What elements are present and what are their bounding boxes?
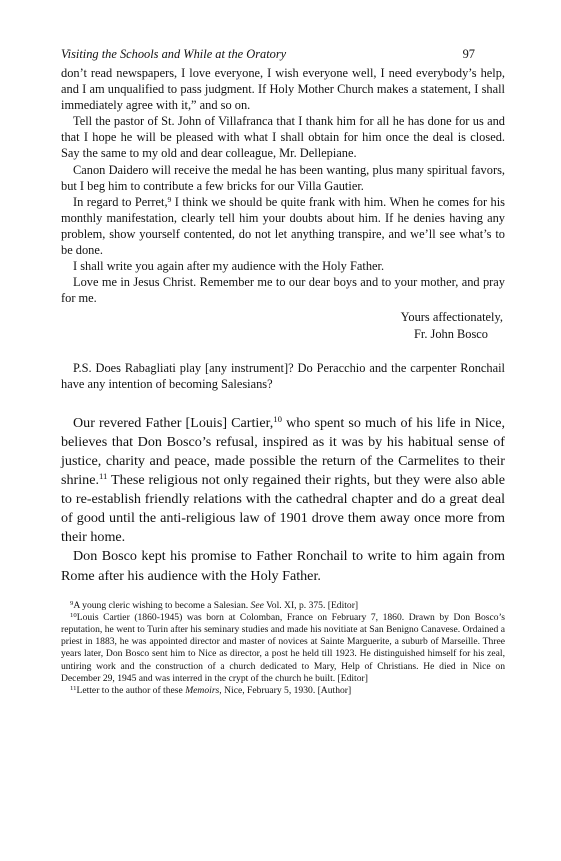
footnote-ref-9: 9 [167, 194, 172, 204]
footnote-number: 11 [70, 685, 77, 693]
letter-paragraph: I shall write you again after my audience with the Holy Father. [73, 259, 385, 274]
letter-paragraph: don’t read newspapers, I love everyone, I wish everyone well, I need everybody’s help, and I am unqualified to pass judgment. If Holy Mother Church makes a statement, I shall immediately agree with it,” and so on. [61, 66, 505, 113]
letter-signature: Fr. John Bosco [413, 326, 488, 341]
footnote-text-italic: See [250, 599, 264, 611]
letter-signature-block [61, 309, 505, 341]
book-page [61, 46, 505, 697]
footnote-number: 10 [70, 611, 77, 619]
letter-paragraph-perret [61, 194, 505, 258]
narrative-text: who spent so much of his life in Nice, believes that Don Bosco’s refusal, inspired as it was by his habitual sense of justice, charity and peace, made possible the return of the Carmelites to their shrine. [61, 414, 506, 489]
footnote-text: Vol. XI, p. 375. [Editor] [263, 599, 359, 611]
narrative-text: These religious not only regained their rights, but they were also able to re-establish friendly relations with the cathedral chapter and do a great deal of good until the anti-religious law of 1901 drove them away once more from their home. [61, 472, 505, 546]
letter-text: In regard to Perret, [73, 194, 168, 209]
footnote-number: 9 [70, 599, 74, 607]
narrative-text: Our revered Father [Louis] Cartier, [73, 414, 274, 431]
footnote-ref-11: 11 [98, 471, 108, 482]
footnote-text: A young cleric wishing to become a Salesian. [73, 599, 251, 611]
footnote-text: Letter to the author of these [76, 685, 186, 697]
postscript: P.S. Does Rabagliati play [any instrument]? Do Peracchio and the carpenter Ronchail have any intention of becoming Salesians? [61, 360, 505, 391]
narrative-body [61, 414, 505, 586]
letter-paragraph: Canon Daidero will receive the medal he has been wanting, plus many spiritual favors, but I beg him to contribute a few bricks for our Villa Gautier. [61, 162, 505, 193]
narrative-paragraph [61, 414, 505, 548]
letter-body [61, 65, 505, 342]
page-number: 97 [462, 47, 475, 61]
footnote-9 [61, 600, 505, 612]
letter-text: I think we should be quite frank with him. When he comes for his monthly manifestation, clearly tell him your doubts about him. If he denies having any problem, show yourself contented, do not let anything transpire, and we’ll see what’s to be done. [61, 194, 505, 258]
footnote-text: , Nice, February 5, 1930. [Author] [219, 685, 352, 697]
footnote-11 [61, 685, 505, 697]
narrative-paragraph: Don Bosco kept his promise to Father Ronchail to write to him again from Rome after his audience with the Holy Father. [61, 548, 505, 584]
footnote-text-italic: Memoirs [185, 685, 220, 697]
letter-paragraph: Tell the pastor of St. John of Villafranca that I thank him for all he has done for us and that I hope he will be pleased with what I shall obtain for him once the deal is closed. Say the same to my old and dear colleague, Mr. Dellepiane. [61, 114, 505, 161]
footnote-ref-10: 10 [273, 413, 282, 424]
running-header [61, 46, 505, 62]
running-title: Visiting the Schools and While at the Oratory [61, 47, 287, 61]
footnotes [61, 600, 505, 698]
letter-closing: Yours affectionately, [400, 310, 503, 325]
letter-paragraph: Love me in Jesus Christ. Remember me to our dear boys and to your mother, and pray for me. [61, 275, 505, 306]
footnote-10 [61, 612, 505, 685]
footnote-text: Louis Cartier (1860-1945) was born at Colomban, France on February 7, 1860. Drawn by Don Bosco’s reputation, he went to Turin after his seminary studies and made his novitiate at San Benigno Canavese. Ordained a priest in 1883, he was appointed director and master of novices at Sainte Marguerite, a suburb of Marseille. Three years later, Don Bosco sent him to Nice as director, a post he held till 1923. He distinguished himself for his zeal, untiring work and the construction of a church dedicated to Mary, Help of Christians. He died in Nice on December 29, 1945 and was interred in the crypt of the church he built. [Editor] [61, 611, 505, 684]
